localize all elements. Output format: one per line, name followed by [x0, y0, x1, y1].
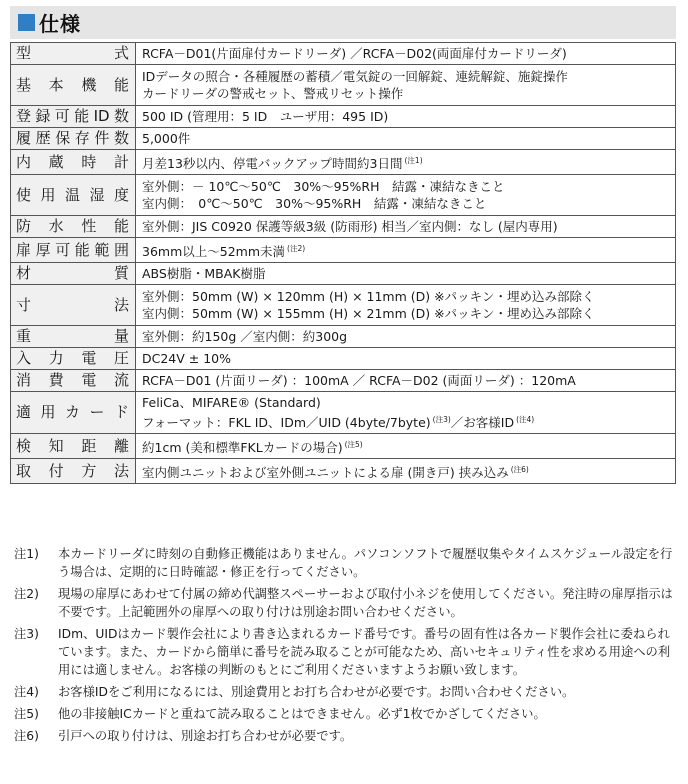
- spec-value-text: RCFA－D01(片面扉付カードリーダ) ／RCFA－D02(両面扉付カードリーダ): [142, 46, 567, 61]
- spec-value-text: 約1cm (美和標準FKLカードの場合): [142, 440, 343, 455]
- notes-list: [14, 545, 674, 749]
- spec-value: [136, 348, 676, 370]
- spec-label: 基本機能: [11, 65, 136, 106]
- spec-value: [136, 434, 676, 459]
- spec-value: [136, 65, 676, 106]
- spec-label: 履歴保存件数: [11, 128, 136, 150]
- note-text: 他の非接触ICカードと重ねて読み取ることはできません。必ず1枚でかざしてください。: [58, 707, 546, 721]
- spec-row: [11, 370, 676, 392]
- spec-label: 適用カード: [11, 392, 136, 434]
- note-item: [14, 683, 674, 701]
- spec-label: 消費電流: [11, 370, 136, 392]
- spec-row: [11, 216, 676, 238]
- spec-value: [136, 263, 676, 285]
- spec-value-text: 室内側ユニットおよび室外側ユニットによる扉 (開き戸) 挟み込み: [142, 465, 509, 480]
- note-reference: (注3): [432, 415, 451, 424]
- spec-value: [136, 285, 676, 326]
- spec-value-line: [142, 85, 669, 102]
- section-header: [10, 6, 676, 39]
- spec-row: [11, 285, 676, 326]
- note-item: [14, 545, 674, 581]
- spec-row: [11, 348, 676, 370]
- note-reference: (注2): [287, 244, 306, 253]
- spec-value-text: 室外側：－ 10℃～50℃ 30%～95%RH 結露・凍結なきこと: [142, 179, 505, 194]
- spec-value: [136, 175, 676, 216]
- spec-value: [136, 128, 676, 150]
- spec-value-text: 5,000件: [142, 131, 191, 146]
- section-title: 仕様: [39, 12, 81, 36]
- note-marker: 注3): [14, 627, 39, 641]
- spec-value-line: [142, 265, 669, 282]
- note-text: お客様IDをご利用になるには、別途費用とお打ち合わせが必要です。お問い合わせください。: [58, 685, 575, 699]
- spec-value: [136, 459, 676, 484]
- spec-value-line: [142, 461, 669, 481]
- note-marker: 注6): [14, 729, 39, 743]
- spec-value-line: [142, 45, 669, 62]
- spec-value-line: [142, 394, 669, 411]
- spec-value-text: 36mm以上～52mm未満: [142, 244, 286, 259]
- spec-row: [11, 150, 676, 175]
- note-item: [14, 705, 674, 723]
- spec-row: [11, 175, 676, 216]
- square-bullet-icon: [18, 14, 35, 31]
- spec-label: 入力電圧: [11, 348, 136, 370]
- spec-value-text: フォーマット：FKL ID、IDm／UID (4byte/7byte): [142, 415, 431, 430]
- note-text: 現場の扉厚にあわせて付属の締め代調整スペーサーおよび取付小ネジを使用してください。発注時の扉厚指示は不要です。上記範囲外の扉厚への取り付けは別途お問い合わせください。: [58, 587, 673, 619]
- note-text: IDm、UIDはカード製作会社により書き込まれるカード番号です。番号の固有性は各カード製作会社に委ねられています。また、カードから簡単に番号を読み取ることが可能なため、高いセキュリティ性を求める用途への利用には適しません。お客様の判断のもとにご利用くださいますようお願い致します。: [58, 627, 671, 677]
- spec-value-line: [142, 108, 669, 125]
- spec-row: [11, 43, 676, 65]
- spec-value-line: [142, 130, 669, 147]
- spec-value-text: カードリーダの警戒セット、警戒リセット操作: [142, 86, 404, 101]
- spec-row: [11, 65, 676, 106]
- spec-row: [11, 392, 676, 434]
- spec-value-text: 室外側：約150g ／室内側：約300g: [142, 329, 348, 344]
- note-marker: 注2): [14, 587, 39, 601]
- spec-value: [136, 216, 676, 238]
- spec-row: [11, 459, 676, 484]
- spec-value-text: DC24V ± 10%: [142, 351, 232, 366]
- spec-row: [11, 263, 676, 285]
- spec-value-text: ／お客様ID: [450, 415, 515, 430]
- spec-row: [11, 326, 676, 348]
- spec-value: [136, 106, 676, 128]
- spec-value-line: [142, 372, 669, 389]
- spec-value-text: 500 ID (管理用：5 ID ユーザ用：495 ID): [142, 109, 389, 124]
- note-text: 引戸への取り付けは、別途お打ち合わせが必要です。: [58, 729, 353, 743]
- note-reference: (注6): [510, 465, 529, 474]
- spec-value: [136, 370, 676, 392]
- spec-label: 取付方法: [11, 459, 136, 484]
- spec-value: [136, 238, 676, 263]
- spec-value-text: 室外側：50mm (W) × 120mm (H) × 11mm (D) ※パッキン・埋め込み部除く: [142, 289, 595, 304]
- spec-value-line: [142, 436, 669, 456]
- spec-label: 扉厚可能範囲: [11, 238, 136, 263]
- spec-value-line: [142, 350, 669, 367]
- spec-label: 防水性能: [11, 216, 136, 238]
- note-marker: 注5): [14, 707, 39, 721]
- spec-value-line: [142, 68, 669, 85]
- spec-value: [136, 150, 676, 175]
- note-text: 本カードリーダに時刻の自動修正機能はありません。パソコンソフトで履歴収集やタイムスケジュール設定を行う場合は、定期的に日時確認・修正を行ってください。: [58, 547, 673, 579]
- spec-label: 登録可能ID数: [11, 106, 136, 128]
- spec-table: [10, 42, 676, 484]
- spec-value: [136, 43, 676, 65]
- spec-label: 検知距離: [11, 434, 136, 459]
- spec-value-line: [142, 328, 669, 345]
- note-marker: 注1): [14, 547, 39, 561]
- spec-value-text: 室内側：50mm (W) × 155mm (H) × 21mm (D) ※パッキン・埋め込み部除く: [142, 306, 595, 321]
- spec-label: 内蔵時計: [11, 150, 136, 175]
- spec-row: [11, 434, 676, 459]
- note-item: [14, 727, 674, 745]
- spec-value-text: ABS樹脂・MBAK樹脂: [142, 266, 266, 281]
- spec-value-text: 月差13秒以内、停電バックアップ時間約3日間: [142, 156, 403, 171]
- spec-value-line: [142, 195, 669, 212]
- spec-value-line: [142, 288, 669, 305]
- spec-value-line: [142, 305, 669, 322]
- spec-value: [136, 326, 676, 348]
- spec-value-line: [142, 218, 669, 235]
- spec-value-line: [142, 240, 669, 260]
- spec-row: [11, 128, 676, 150]
- spec-value-text: RCFA－D01 (片面リーダ) ：100mA ／ RCFA－D02 (両面リーダ) ：120mA: [142, 373, 576, 388]
- spec-row: [11, 106, 676, 128]
- spec-value-text: 室内側： 0℃～50℃ 30%～95%RH 結露・凍結なきこと: [142, 196, 487, 211]
- spec-value-line: [142, 152, 669, 172]
- spec-value-line: [142, 411, 669, 431]
- spec-label: 寸 法: [11, 285, 136, 326]
- spec-value-line: [142, 178, 669, 195]
- note-reference: (注1): [404, 156, 423, 165]
- spec-value: [136, 392, 676, 434]
- spec-label: 使用温湿度: [11, 175, 136, 216]
- note-marker: 注4): [14, 685, 39, 699]
- spec-label: 材 質: [11, 263, 136, 285]
- note-reference: (注4): [516, 415, 535, 424]
- note-item: [14, 585, 674, 621]
- spec-label: 型 式: [11, 43, 136, 65]
- spec-row: [11, 238, 676, 263]
- note-item: [14, 625, 674, 679]
- note-reference: (注5): [344, 440, 363, 449]
- spec-label: 重 量: [11, 326, 136, 348]
- spec-value-text: 室外側：JIS C0920 保護等級3級 (防雨形) 相当／室内側：なし (屋内専用): [142, 219, 558, 234]
- spec-value-text: IDデータの照合・各種履歴の蓄積／電気錠の一回解錠、連続解錠、施錠操作: [142, 69, 568, 84]
- spec-value-text: FeliCa、MIFARE® (Standard): [142, 395, 321, 410]
